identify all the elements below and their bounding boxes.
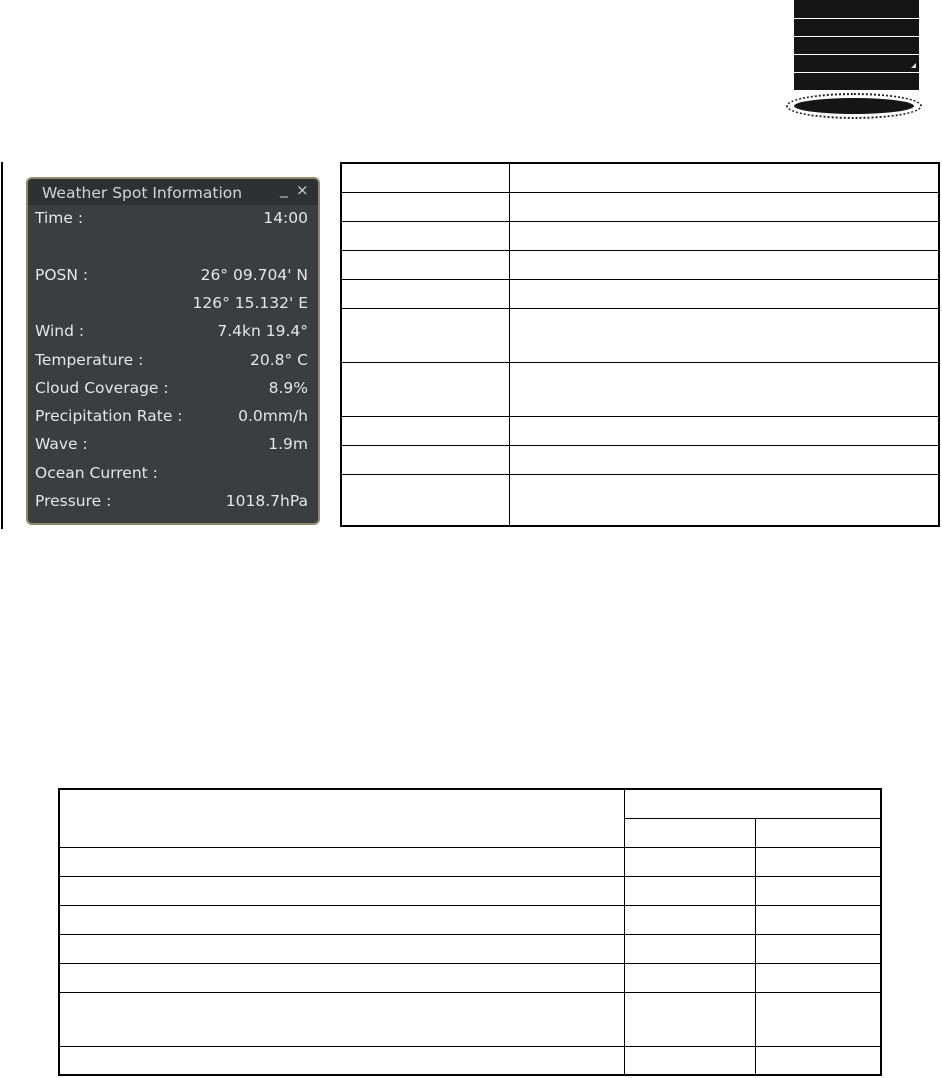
table-cell — [510, 163, 940, 192]
minimize-icon[interactable]: _ — [280, 180, 288, 198]
table-cell — [756, 876, 882, 905]
menu-item-2[interactable] — [794, 19, 919, 37]
pressure-label: Pressure : — [35, 492, 112, 510]
table-cell — [341, 474, 510, 526]
window-titlebar[interactable] — [28, 179, 318, 205]
table-row — [59, 992, 881, 1046]
wave-label: Wave : — [35, 435, 88, 453]
time-label: Time : — [35, 209, 84, 227]
posn-label: POSN : — [35, 266, 89, 284]
table-row — [341, 250, 939, 279]
left-rule — [1, 162, 3, 529]
table-cell — [510, 445, 940, 474]
table-cell — [756, 847, 882, 876]
table-row — [341, 221, 939, 250]
table-row — [59, 847, 881, 876]
table-row — [341, 474, 939, 526]
precipitation-rate-value: 0.0mm/h — [238, 407, 308, 425]
time-value: 14:00 — [263, 209, 308, 227]
table-header-cell — [756, 818, 882, 847]
table-cell — [59, 992, 625, 1046]
table-row — [341, 416, 939, 445]
table-row — [59, 876, 881, 905]
cloud-coverage-value: 8.9% — [268, 379, 308, 397]
table-cell — [341, 362, 510, 416]
table-row — [59, 1046, 881, 1075]
table-cell — [341, 221, 510, 250]
table-cell — [756, 963, 882, 992]
table-cell — [625, 876, 756, 905]
table-cell — [59, 934, 625, 963]
table-cell — [341, 308, 510, 362]
table-row — [341, 445, 939, 474]
table-cell — [341, 250, 510, 279]
wave-value: 1.9m — [268, 435, 308, 453]
table-cell — [625, 905, 756, 934]
table-row — [341, 192, 939, 221]
menu-item-3[interactable] — [794, 37, 919, 55]
table-row — [341, 163, 939, 192]
table-cell — [510, 474, 940, 526]
table-cell — [510, 308, 940, 362]
table-cell — [510, 250, 940, 279]
table-cell — [756, 992, 882, 1046]
table-header-cell — [59, 789, 625, 847]
table-cell — [756, 934, 882, 963]
wind-label: Wind : — [35, 322, 85, 340]
table-header-cell — [625, 789, 882, 818]
table-cell — [341, 192, 510, 221]
table-cell — [59, 905, 625, 934]
table-cell — [341, 445, 510, 474]
table-row — [59, 963, 881, 992]
menu-item-1[interactable] — [794, 0, 919, 19]
temperature-value: 20.8° C — [249, 351, 308, 369]
table-cell — [510, 362, 940, 416]
highlighted-menu-item[interactable] — [786, 93, 922, 119]
close-icon[interactable]: × — [296, 181, 309, 199]
menu-item-4[interactable] — [794, 55, 919, 73]
table-cell — [510, 279, 940, 308]
table-row — [341, 308, 939, 362]
resize-corner-icon — [911, 63, 916, 68]
table-cell — [510, 192, 940, 221]
table-row — [341, 279, 939, 308]
window-title: Weather Spot Information — [42, 184, 243, 202]
table-row — [59, 905, 881, 934]
spec-table — [58, 788, 882, 1076]
cloud-coverage-label: Cloud Coverage : — [35, 379, 169, 397]
table-header-row — [59, 789, 881, 818]
table-cell — [510, 416, 940, 445]
table-header-cell — [625, 818, 756, 847]
highlighted-menu-item-fill — [794, 98, 914, 114]
table-row — [59, 934, 881, 963]
table-cell — [59, 1046, 625, 1075]
table-cell — [341, 163, 510, 192]
table-cell — [625, 1046, 756, 1075]
precipitation-rate-label: Precipitation Rate : — [35, 407, 183, 425]
table-cell — [625, 847, 756, 876]
table-cell — [625, 934, 756, 963]
table-cell — [625, 992, 756, 1046]
posn-longitude-value: 126° 15.132' E — [192, 294, 308, 312]
table-cell — [756, 905, 882, 934]
table-cell — [510, 221, 940, 250]
description-table — [340, 162, 940, 527]
pressure-value: 1018.7hPa — [225, 492, 308, 510]
table-cell — [625, 963, 756, 992]
posn-latitude-value: 26° 09.704' N — [200, 266, 308, 284]
table-row — [341, 362, 939, 416]
table-cell — [59, 847, 625, 876]
table-cell — [756, 1046, 882, 1075]
wind-value: 7.4kn 19.4° — [217, 322, 308, 340]
table-cell — [341, 416, 510, 445]
ocean-current-label: Ocean Current : — [35, 464, 158, 482]
table-cell — [59, 963, 625, 992]
temperature-label: Temperature : — [35, 351, 144, 369]
table-cell — [59, 876, 625, 905]
weather-spot-window — [26, 177, 320, 525]
top-menu-stack — [794, 0, 919, 91]
menu-item-5[interactable] — [794, 73, 919, 91]
table-cell — [341, 279, 510, 308]
